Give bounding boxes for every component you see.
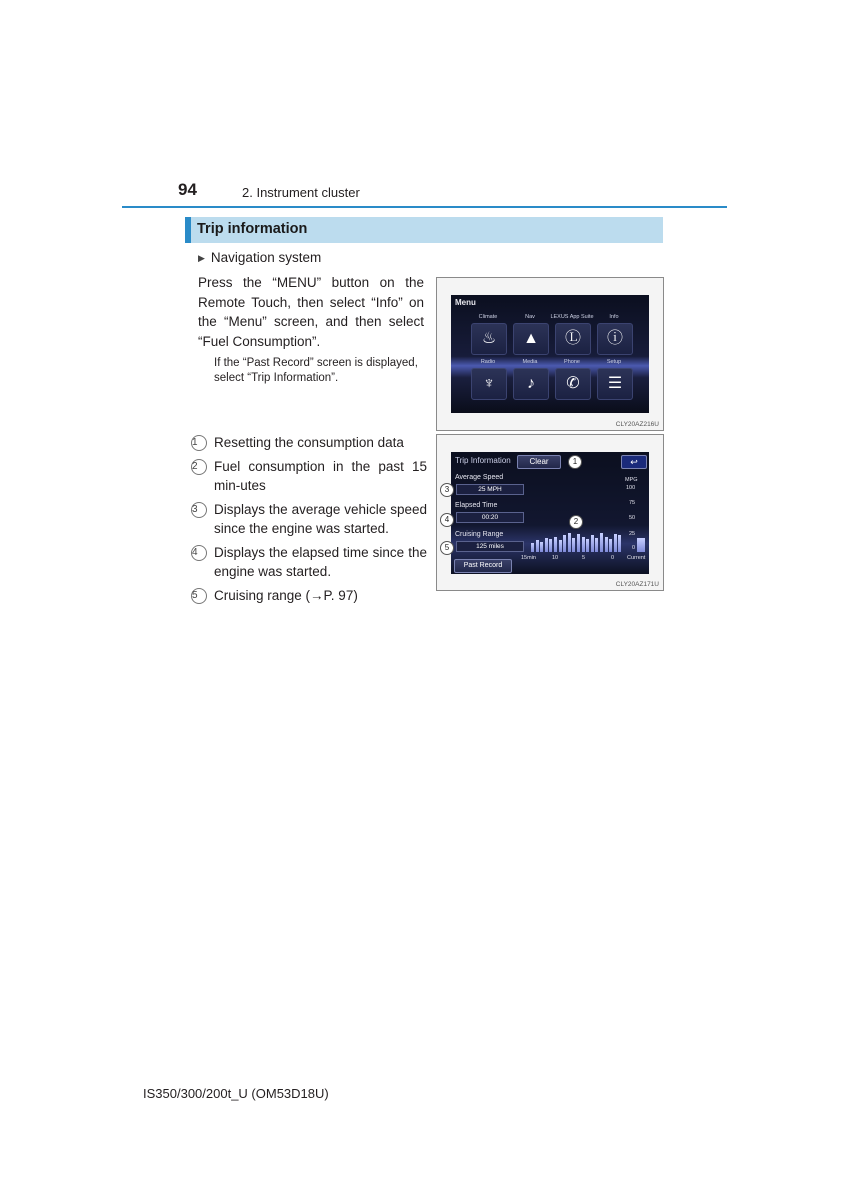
list-item-text: Cruising range (→P. 97) (214, 587, 358, 603)
header-rule (122, 206, 727, 208)
consumption-bar (536, 540, 539, 552)
y-tick-label: 25 (629, 531, 636, 537)
tile-label-phone: Phone (564, 359, 580, 365)
callout-number: 3 (191, 502, 207, 518)
callout-number: 1 (191, 435, 207, 451)
phone-icon: ✆ (566, 375, 580, 392)
section-title: Trip information (197, 221, 308, 237)
trip-information-title: Trip Information (455, 456, 511, 465)
consumption-bar (577, 534, 580, 552)
tile-label-nav: Nav (525, 314, 535, 320)
consumption-bar (618, 535, 621, 552)
consumption-bar (614, 534, 617, 552)
cruising-range-value: 125 miles (456, 541, 524, 552)
clear-button[interactable]: Clear (517, 455, 561, 469)
section-accent (185, 217, 191, 243)
list-item-text: Fuel consumption in the past 15 min-utes (214, 458, 427, 493)
consumption-bar (549, 539, 552, 552)
average-speed-label: Average Speed (455, 474, 504, 481)
list-item (191, 543, 427, 582)
consumption-bar (605, 537, 608, 552)
elapsed-time-label: Elapsed Time (455, 502, 498, 509)
consumption-bar (586, 539, 589, 552)
consumption-bar (600, 533, 603, 552)
callout-2: 2 (569, 515, 583, 529)
callout-1: 1 (568, 455, 582, 469)
callout-5: 5 (440, 541, 454, 555)
list-item (191, 586, 427, 606)
tile-label-setup: Setup (606, 359, 622, 365)
list-item (191, 500, 427, 539)
list-item (191, 457, 427, 496)
x-tick-label: 15min (521, 555, 536, 561)
x-tick-label: Current (627, 555, 646, 561)
menu-screen-figure (436, 277, 664, 431)
y-tick-label: 100 (626, 485, 636, 491)
current-consumption-bar-area (637, 488, 645, 552)
radio-tile[interactable] (471, 368, 507, 400)
consumption-bar (540, 542, 543, 552)
list-item-text: Displays the elapsed time since the engine was started. (214, 544, 427, 579)
trip-information-screen (451, 452, 649, 574)
tile-label-info: Info (609, 314, 619, 320)
x-tick-label: 10 (552, 555, 559, 561)
callout-number: 4 (191, 545, 207, 561)
menu-screen (451, 295, 649, 413)
trip-information-figure (436, 434, 664, 591)
list-item-text: Displays the average vehicle speed since the engine was started. (214, 501, 427, 536)
y-tick-label: 75 (629, 500, 636, 506)
setup-icon: ☰ (607, 375, 623, 392)
climate-icon: ♨ (481, 330, 497, 347)
footer-model-code: IS350/300/200t_U (OM53D18U) (143, 1086, 329, 1101)
consumption-bar (591, 535, 594, 552)
x-tick-label: 0 (611, 555, 615, 561)
list-item-text: Resetting the consumption data (214, 435, 404, 450)
phone-tile[interactable] (555, 368, 591, 400)
lexus-app-suite-tile[interactable] (555, 323, 591, 355)
nav-tile[interactable] (513, 323, 549, 355)
consumption-bar (568, 533, 571, 552)
note-text: If the “Past Record” screen is displayed, select “Trip Information”. (214, 357, 418, 384)
triangle-bullet-icon: ▶ (198, 253, 205, 263)
list-item (191, 433, 427, 453)
consumption-bar (554, 537, 557, 552)
lexus-logo-icon: Ⓛ (564, 330, 581, 347)
navigation-icon: ▲ (523, 330, 539, 347)
consumption-bar (572, 538, 575, 552)
x-tick-label: 5 (582, 555, 586, 561)
y-tick-label: 0 (632, 545, 636, 551)
back-arrow-icon: ↩ (630, 457, 638, 467)
callout-number: 2 (191, 459, 207, 475)
cruising-range-label: Cruising Range (455, 531, 504, 538)
chapter-title: 2. Instrument cluster (242, 185, 360, 200)
current-consumption-bar (637, 538, 645, 552)
callout-number: 5 (191, 588, 207, 604)
section-heading-bar (185, 217, 663, 243)
tile-label-lexus-app-suite: LEXUS App Suite (550, 314, 594, 320)
page-number: 94 (178, 180, 197, 199)
callout-4: 4 (440, 513, 454, 527)
callout-3: 3 (440, 483, 454, 497)
menu-screen-title: Menu (455, 298, 476, 307)
tile-label-radio: Radio (480, 359, 496, 365)
consumption-bar (595, 538, 598, 552)
average-speed-value: 25 MPH (456, 484, 524, 495)
radio-antenna-icon: ♆ (483, 375, 495, 392)
figure-code: CLY20AZ216U (615, 421, 659, 428)
callout-list (191, 433, 427, 609)
consumption-bar (559, 540, 562, 552)
setup-tile[interactable] (597, 368, 633, 400)
tile-label-climate: Climate (478, 314, 498, 320)
elapsed-time-value: 00:20 (456, 512, 524, 523)
y-tick-label: 50 (629, 515, 636, 521)
media-tile[interactable] (513, 368, 549, 400)
consumption-bar (545, 538, 548, 552)
music-note-icon: ♪ (527, 375, 535, 392)
instruction-text: Press the “MENU” button on the Remote Touch, then select “Info” on the “Menu” screen, and then select “Fuel Consumption”. (198, 275, 424, 349)
navigation-system-label (198, 250, 321, 265)
info-tile[interactable] (597, 323, 633, 355)
consumption-bar (563, 535, 566, 552)
climate-tile[interactable] (471, 323, 507, 355)
tile-label-media: Media (522, 359, 538, 365)
navigation-system-text: Navigation system (210, 250, 322, 265)
consumption-bar (582, 537, 585, 552)
info-icon: ⓘ (606, 330, 623, 347)
consumption-bar (609, 539, 612, 552)
past-record-button[interactable]: Past Record (454, 559, 512, 573)
figure-code: CLY20AZ171U (615, 581, 659, 588)
back-button[interactable] (621, 455, 647, 469)
y-axis-unit: MPG (625, 477, 638, 483)
consumption-bar (531, 543, 534, 552)
